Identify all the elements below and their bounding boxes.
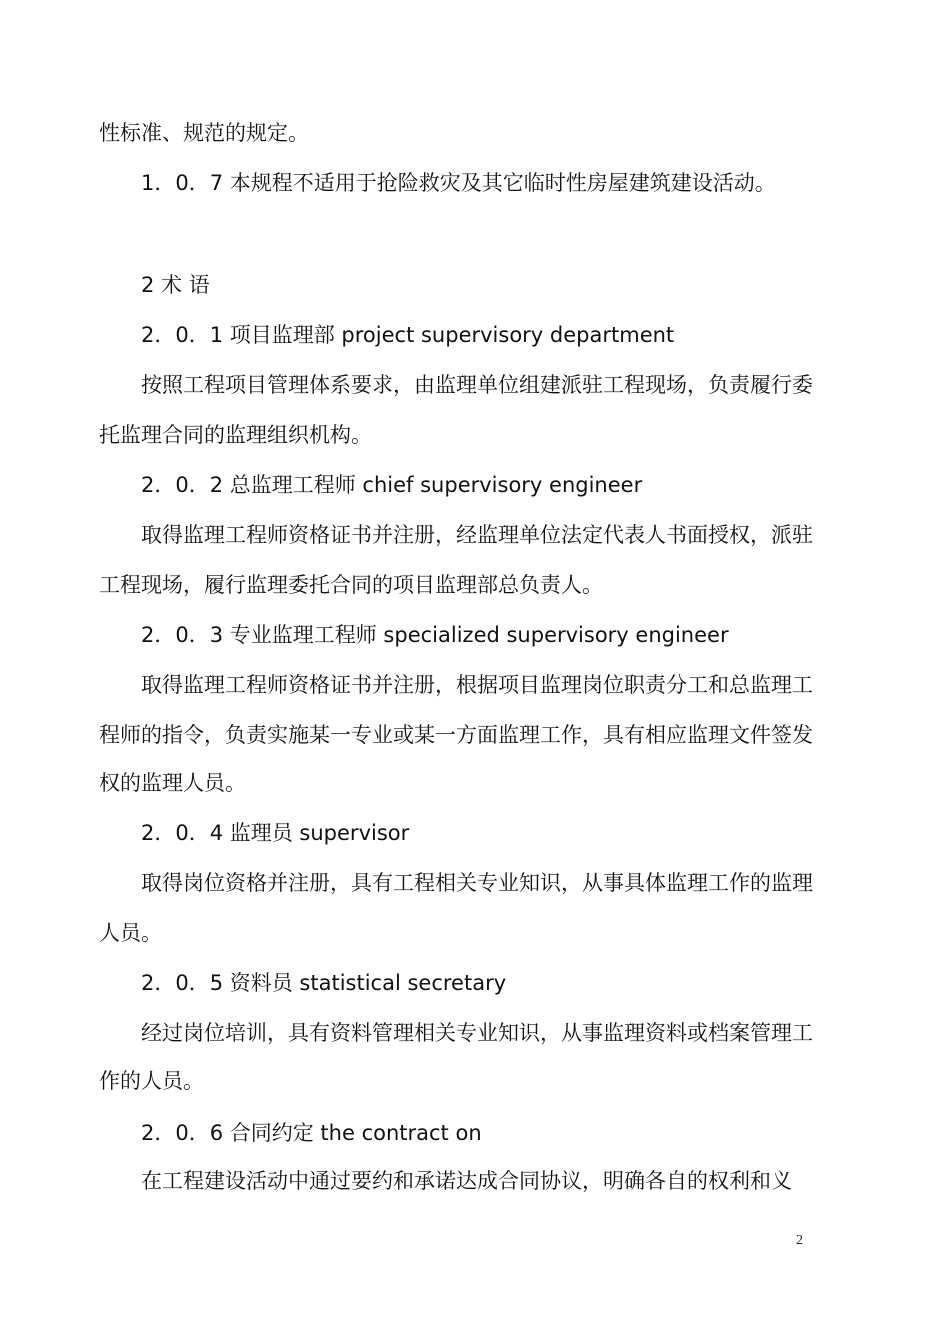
text-line: 经过岗位培训，具有资料管理相关专业知识，从事监理资料或档案管理工 (141, 1021, 813, 1045)
text-line: 取得岗位资格并注册，具有工程相关专业知识，从事具体监理工作的监理 (141, 871, 813, 895)
text-line: 在工程建设活动中通过要约和承诺达成合同协议，明确各自的权利和义 (141, 1169, 792, 1193)
clause-2-0-3-term: 2．0．3 专业监理工程师 specialized supervisory engineer (141, 623, 729, 647)
clause-2-0-2-term: 2．0．2 总监理工程师 chief supervisory engineer (141, 473, 643, 497)
page-number: 2 (796, 1233, 803, 1248)
text-line: 程师的指令，负责实施某一专业或某一方面监理工作，具有相应监理文件签发 (99, 723, 813, 747)
text-line: 取得监理工程师资格证书并注册，根据项目监理岗位职责分工和总监理工 (141, 673, 813, 697)
text-line: 人员。 (99, 921, 162, 945)
text-line: 权的监理人员。 (99, 771, 246, 795)
text-line: 工程现场，履行监理委托合同的项目监理部总负责人。 (99, 573, 603, 597)
text-line: 作的人员。 (99, 1069, 204, 1093)
clause-2-0-5-term: 2．0．5 资料员 statistical secretary (141, 971, 507, 995)
clause-1-0-7: 1．0．7 本规程不适用于抢险救灾及其它临时性房屋建筑建设活动。 (141, 171, 776, 195)
clause-2-0-1-term: 2．0．1 项目监理部 project supervisory department (141, 323, 675, 347)
clause-2-0-6-term: 2．0．6 合同约定 the contract on (141, 1121, 482, 1145)
text-line: 取得监理工程师资格证书并注册，经监理单位法定代表人书面授权，派驻 (141, 523, 813, 547)
text-line: 托监理合同的监理组织机构。 (99, 423, 372, 447)
section-heading: 2 术 语 (141, 273, 210, 297)
text-line: 按照工程项目管理体系要求，由监理单位组建派驻工程现场，负责履行委 (141, 373, 813, 397)
text-line: 性标准、规范的规定。 (99, 121, 309, 145)
clause-2-0-4-term: 2．0．4 监理员 supervisor (141, 821, 410, 845)
